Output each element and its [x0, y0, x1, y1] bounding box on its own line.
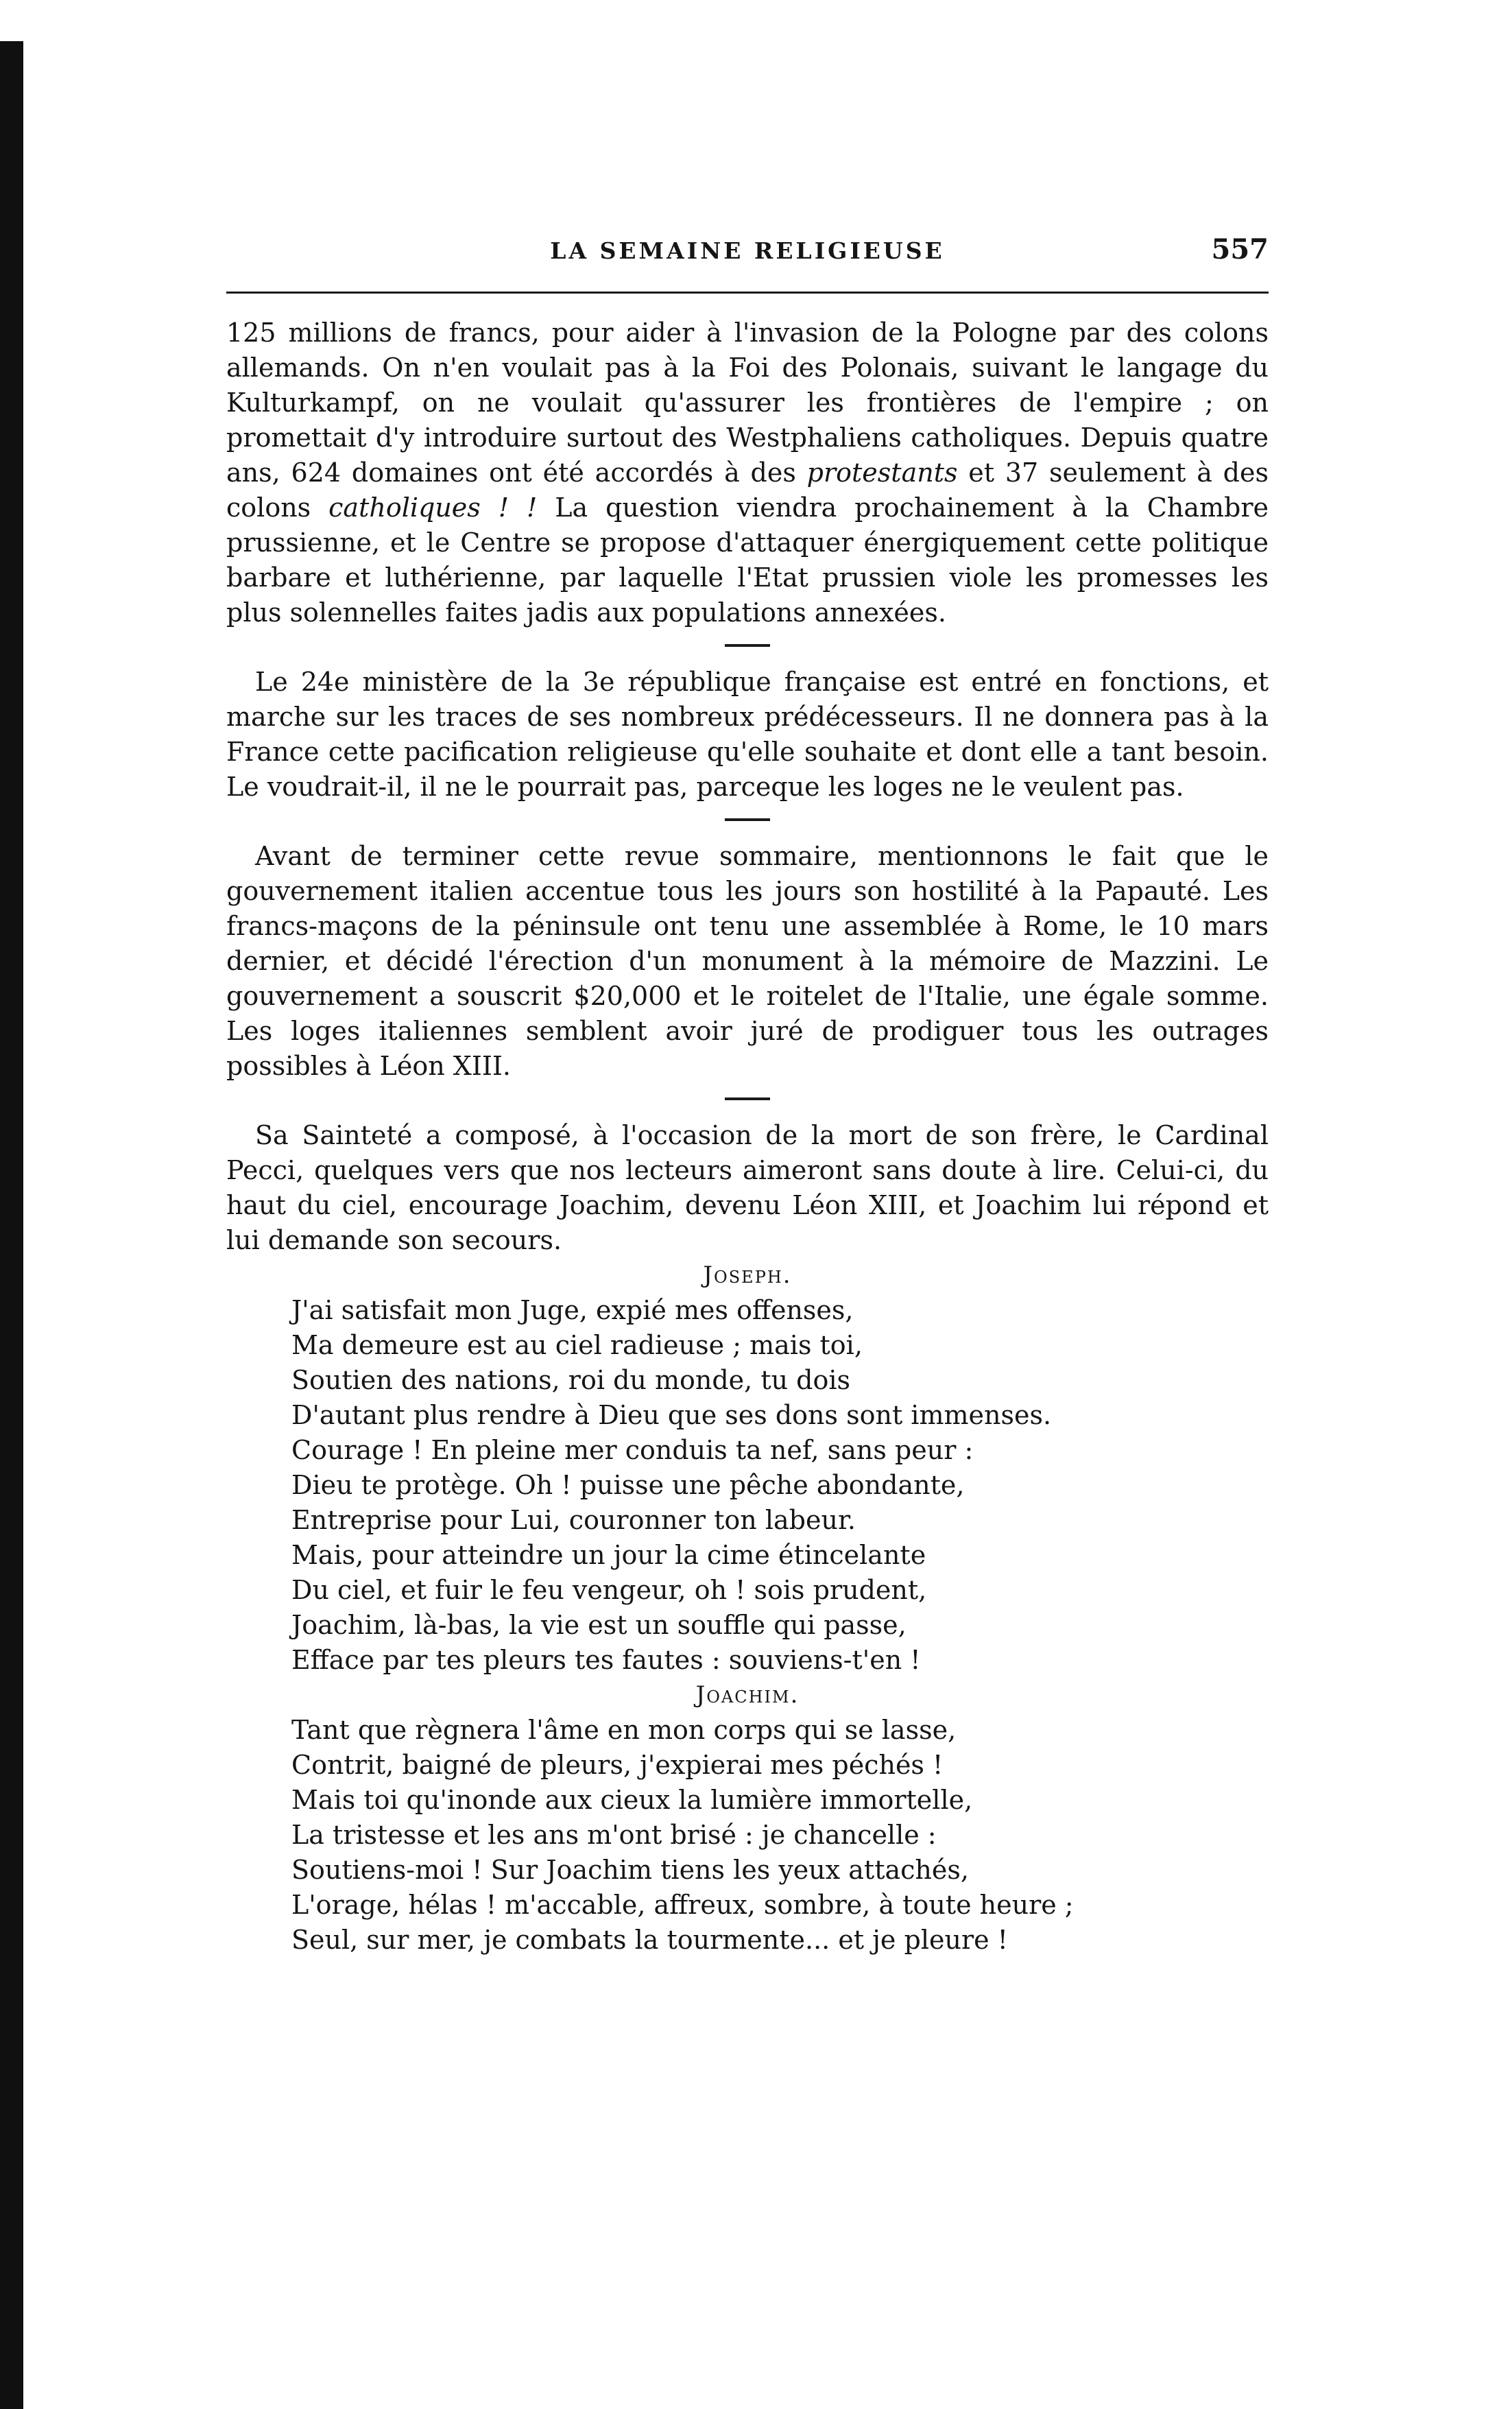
- verse-line: Courage ! En pleine mer conduis ta nef, sans peur :: [291, 1435, 974, 1465]
- verse-line: Mais, pour atteindre un jour la cime étincelante: [291, 1540, 926, 1570]
- poem-speaker-joseph: Joseph.: [703, 1261, 792, 1289]
- verse-line: J'ai satisfait mon Juge, expié mes offenses,: [291, 1295, 854, 1325]
- verse-line: Contrit, baigné de pleurs, j'expierai mes péchés !: [291, 1750, 944, 1780]
- verse-line: Joachim, là-bas, la vie est un souffle qui passe,: [291, 1610, 907, 1640]
- paragraph-text: et 37 seulement à des colons: [226, 458, 1269, 523]
- paragraph-poland: [226, 316, 1269, 630]
- paragraph-ministry: Le 24e ministère de la 3e république française est entré en fonctions, et marche sur les traces de ses nombreux prédécesseurs. Il ne donnera pas à la France cette pacification religieuse qu'elle souhaite et dont elle a tant besoin. Le voudrait-il, il ne le pourrait pas, parceque les loges ne le veulent pas.: [226, 667, 1269, 802]
- verse-line: Efface par tes pleurs tes fautes : souviens-t'en !: [291, 1645, 921, 1675]
- section-dash: [725, 1097, 770, 1100]
- verse-line: L'orage, hélas ! m'accable, affreux, sombre, à toute heure ;: [291, 1890, 1074, 1920]
- verse-line: Soutien des nations, roi du monde, tu dois: [291, 1365, 850, 1395]
- paragraph-italy: Avant de terminer cette revue sommaire, mentionnons le fait que le gouvernement italien accentue tous les jours son hostilité à la Papauté. Les francs-maçons de la péninsule ont tenu une assemblée à Rome, le 10 mars dernier, et décidé l'érection d'un monument à la mémoire de Mazzini. Le gouvernement a souscrit $20,000 et le roitelet de l'Italie, une égale somme. Les loges italiennes semblent avoir juré de prodiguer tous les outrages possibles à Léon XIII.: [226, 841, 1269, 1081]
- italic-protestants: protestants: [806, 458, 958, 488]
- book-spine-shadow: [0, 41, 23, 2409]
- poem-stanza-joseph: [226, 1293, 1269, 1678]
- italic-catholiques: catholiques ! !: [328, 493, 538, 523]
- running-head: [226, 233, 1269, 274]
- poem-stanza-joachim: [226, 1713, 1269, 1958]
- verse-line: Mais toi qu'inonde aux cieux la lumière immortelle,: [291, 1785, 973, 1815]
- verse-line: Tant que règnera l'âme en mon corps qui se lasse,: [291, 1715, 957, 1745]
- verse-line: D'autant plus rendre à Dieu que ses dons sont immenses.: [291, 1400, 1052, 1430]
- paragraph-text: La question viendra prochainement à la Chambre prussienne, et le Centre se propose d'attaquer énergiquement cette politique barbare et luthérienne, par laquelle l'Etat prussien viole les promesses les plus solennelles faites jadis aux populations annexées.: [226, 493, 1269, 628]
- verse-line: La tristesse et les ans m'ont brisé : je chancelle :: [291, 1820, 937, 1850]
- article-body: [226, 316, 1269, 1958]
- verse-line: Ma demeure est au ciel radieuse ; mais toi,: [291, 1330, 863, 1360]
- verse-line: Soutiens-moi ! Sur Joachim tiens les yeux attachés,: [291, 1855, 969, 1885]
- verse-line: Entreprise pour Lui, couronner ton labeur.: [291, 1505, 856, 1535]
- poem-speaker-joachim: Joachim.: [695, 1681, 800, 1709]
- paragraph-poem-intro: Sa Sainteté a composé, à l'occasion de la mort de son frère, le Cardinal Pecci, quelques vers que nos lecteurs aimeront sans doute à lire. Celui-ci, du haut du ciel, encourage Joachim, devenu Léon XIII, et Joachim lui répond et lui demande son secours.: [226, 1120, 1269, 1255]
- running-title: LA SEMAINE RELIGIEUSE: [550, 237, 945, 264]
- paragraph-text: 125 millions de francs, pour aider à l'invasion de la Pologne par des colons allemands. On n'en voulait pas à la Foi des Polonais, suivant le langage du Kulturkampf, on ne voulait qu'assurer les frontières de l'empire ; on promettait d'y introduire surtout des Westphaliens catholiques. Depuis quatre ans, 624 domaines ont été accordés à des: [226, 318, 1269, 488]
- verse-line: Du ciel, et fuir le feu vengeur, oh ! sois prudent,: [291, 1575, 927, 1605]
- header-rule: [226, 292, 1269, 294]
- page-number: 557: [1211, 233, 1269, 265]
- section-dash: [725, 818, 770, 821]
- verse-line: Dieu te protège. Oh ! puisse une pêche abondante,: [291, 1470, 965, 1500]
- verse-line: Seul, sur mer, je combats la tourmente... et je pleure !: [291, 1925, 1008, 1955]
- section-dash: [725, 644, 770, 647]
